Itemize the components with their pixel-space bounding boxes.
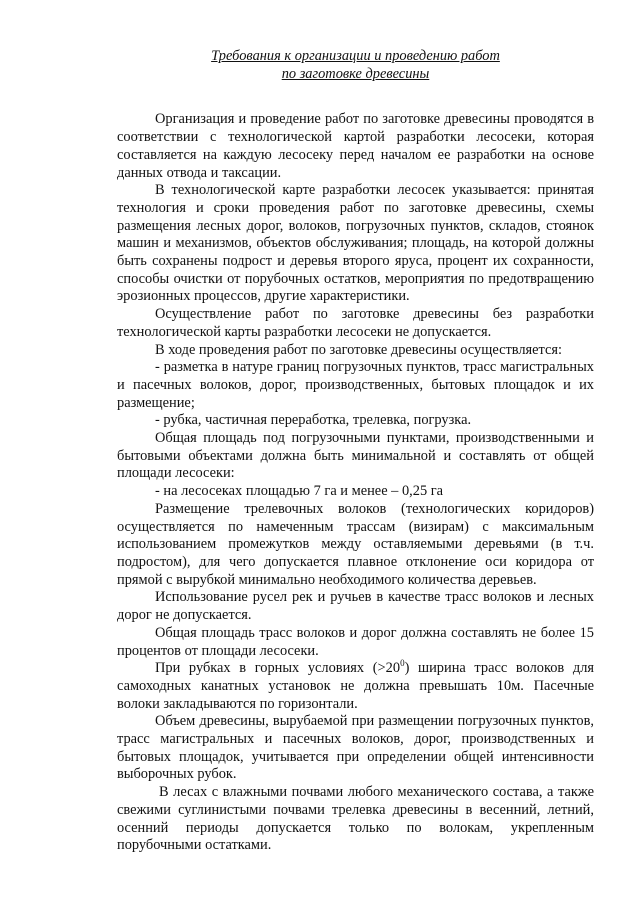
mountain-text-start: При рубках в горных условиях (>20 (155, 660, 401, 677)
paragraph-wet-soils: В лесах с влажными почвами любого механического состава, а также свежими суглинистыми почвами трелевка древесины в весенний, летний, осенний периоды допускается только по волокам, укрепленным порубочными остатками. (117, 784, 594, 854)
paragraph-total-area: Общая площадь под погрузочными пунктами, производственными и бытовыми объектами должна быть минимальной и составлять от общей площади лесосеки: (117, 430, 594, 482)
paragraph-riverbeds: Использование русел рек и ручьев в качестве трасс волоков и лесных дорог не допускается. (117, 589, 594, 624)
list-item-marking: - разметка в натуре границ погрузочных пунктов, трасс магистральных и пасечных волоков, дорог, производственных, бытовых площадок и их размещение; (117, 359, 594, 411)
paragraph-trail-area: Общая площадь трасс волоков и дорог должна составлять не более 15 процентов от площади лесосеки. (117, 624, 594, 659)
paragraph-skid-trails: Размещение трелевочных волоков (технологических коридоров) осуществляется по намеченным трассам (визирам) с максимальным использованием промежутков между оставляемыми деревьями (в т.ч. подростом), для чего допускается плавное отклонение оси коридора от прямой с вырубкой минимально необходимого количества деревьев. (117, 500, 594, 588)
paragraph-no-map-prohibited: Осуществление работ по заготовке древесины без разработки технологической карты разработки лесосеки не допускается. (117, 306, 594, 340)
paragraph-tech-map: В технологической карте разработки лесосек указывается: принятая технология и сроки проведения работ по заготовке древесины, схемы размещения лесных дорог, волоков, погрузочных пунктов, складов, стоянок машин и механизмов, объектов обслуживания; площадь, на которой должны быть сохранены подрост и деревья второго яруса, процент их сохранности, способы очистки от порубочных остатков, мероприятия по предотвращению эрозионных процессов, другие характеристики. (117, 182, 594, 305)
list-item-small-plots: - на лесосеках площадью 7 га и менее – 0,25 га (155, 483, 444, 500)
document-page (117, 48, 594, 855)
paragraph-mountain (117, 660, 594, 713)
mountain-text-end: ) ширина трасс волоков для самоходных канатных установок не должна превышать 10м. Пасечные волоки закладываются по горизонтали. (117, 660, 594, 712)
paragraph-during-works: В ходе проведения работ по заготовке древесины осуществляется: (155, 341, 563, 358)
degree-superscript: 0 (400, 658, 405, 669)
document-title (117, 48, 594, 83)
paragraph-organization: Организация и проведение работ по заготовке древесины проводятся в соответствии с технологической картой разработки лесосеки, которая составляется на каждую лесосеку перед началом ее разработки на основе данных отвода и таксации. (117, 111, 594, 181)
list-item-felling: - рубка, частичная переработка, трелевка, погрузка. (155, 412, 472, 429)
title-line-1: Требования к организации и проведению работ (211, 48, 500, 64)
title-line-2: по заготовке древесины (281, 65, 430, 82)
paragraph-wood-volume: Объем древесины, вырубаемой при размещении погрузочных пунктов, трасс магистральных и пасечных волоков, дорог, производственных и бытовых площадок, учитывается при определении общей интенсивности выборочных рубок. (117, 713, 594, 783)
